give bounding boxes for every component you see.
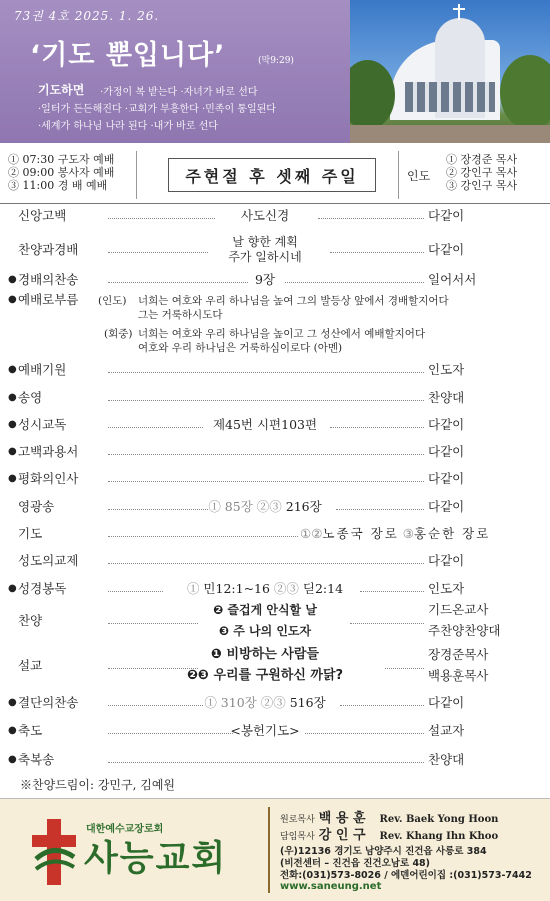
order-row-praise [0,233,550,267]
order-item: 성경봉독 [18,581,67,596]
order-row-response-hymn: ● 결단의찬송 ① 310장 ②③ 516장 다같이 [0,692,550,714]
order-leader: 다같이 [428,471,465,486]
order-leader: 찬양대 [428,390,465,405]
sermon-title: ❷❸ 우리를 구원하신 까닭? [186,668,344,683]
church-name: 사능교회 [84,839,228,879]
church-footer [0,798,550,901]
order-item: 성시교독 [18,417,67,432]
order-leader: 일어서서 [428,272,477,287]
website-link[interactable]: www.saneung.net [280,881,382,892]
slogan: ‘기도 뿐입니다’ [30,40,226,71]
order-item: 기도 [18,526,43,541]
leader-label: 인도 [407,169,431,183]
order-content: <봉헌기도> [230,723,300,738]
order-row-invocation: ● 예배기원 인도자 [0,359,550,381]
prayer-leaders: ①②노종국 장로 ③홍순한 장로 [300,526,491,541]
leader-name: ① 장경준 목사 [446,153,518,166]
order-row-prayer [0,523,550,545]
order-item: 경배의찬송 [18,272,79,287]
sermon-preacher: 장경준목사 [428,647,489,662]
order-content: ① 민12:1~16 ②③ 딛2:14 [186,581,344,596]
order-leader: 찬양대 [428,752,465,767]
prayer-title: 기도하면 [38,83,85,97]
church-logo-icon [30,817,80,887]
order-leader: 인도자 [428,581,465,596]
order-content: 9장 [254,272,276,287]
order-row-anthem [0,599,550,643]
order-content-line: 주가 일하시네 [228,250,302,264]
service-times [8,153,114,192]
order-leader: 다같이 [428,695,465,710]
address: (우)12136 경기도 남양주시 진건읍 사릉로 384 [280,846,487,857]
order-item: 찬양과경배 [18,242,79,257]
order-leader: 다같이 [428,553,465,568]
order-row-confession: ● 고백과용서 다같이 [0,441,550,463]
address-vision-center: (비전센터 – 진건읍 진건오남로 48) [280,858,431,869]
order-row-responsive-reading: ● 성시교독 제45번 시편103편 다같이 [0,414,550,436]
sunday-title: 주현절 후 셋째 주일 [168,158,376,192]
call-text: 그는 거룩하시도다 [138,309,223,321]
order-item: 예배기원 [18,362,67,377]
call-tag: (회중) [104,328,133,340]
prayer-line: ·가정이 복 받는다 ·자녀가 바로 선다 [100,87,258,98]
order-item: 예배로부름 [18,292,79,307]
order-item: 축도 [18,723,43,738]
order-item: 영광송 [18,499,55,514]
lead-pastor: 담임목사 강 인 구 Rev. Khang Ihn Khoo [280,828,499,843]
bulletin-header [0,0,550,143]
order-leader: 다같이 [428,417,465,432]
order-item: 설교 [18,658,43,673]
order-item: 결단의찬송 [18,695,79,710]
denomination: 대한예수교장로회 [86,824,164,835]
order-content: 제45번 시편103편 [212,417,318,432]
slogan-reference: (막9:29) [258,56,294,66]
phone-numbers: 전화:(031)573-8026 / 에덴어린이집 :(031)573-7442 [280,870,532,881]
order-row-call-to-worship: ● 예배로부름 (인도) 너희는 여호와 우리 하나님을 높여 그의 발등상 앞에서 경배할지어다 그는 거룩하시도다 (회중) 너희는 여호와 우리 하나님을 높이고 그 성산에서 예배할지어다 여호와 우리 하나님은 거룩하심이로다 (아멘) [8,292,449,354]
order-row-peace: ● 평화의인사 다같이 [0,468,550,490]
service-info [0,147,550,204]
order-content: ① 85장 ②③ 216장 [208,499,322,514]
call-text: 너희는 여호와 우리 하나님을 높여 그의 발등상 앞에서 경배할지어다 [138,295,449,307]
service-time: ① 07:30 구도자 예배 [8,153,115,166]
order-content-line: 날 향한 계획 [232,235,298,249]
order-leader: 다같이 [428,208,465,223]
leader-name: ② 강인구 목사 [446,166,518,179]
order-leader: 설교자 [428,723,465,738]
order-row-doxology: ● 송영 찬양대 [0,387,550,409]
order-item: 송영 [18,390,43,405]
sermon-title: ❶ 비방하는 사람들 [211,647,319,662]
order-content: 사도신경 [240,208,290,223]
issue-info: 73권 4호 2025. 1. 26. [14,9,160,23]
order-item: 신앙고백 [18,208,67,223]
order-row-hymn: ● 경배의찬송 9장 일어서서 [0,269,550,291]
leader-list [446,153,517,192]
church-building-photo [350,0,550,143]
leader-name: ③ 강인구 목사 [446,179,518,192]
order-row-blessing-song: ● 축복송 찬양대 [0,749,550,771]
order-leader: 다같이 [428,444,465,459]
call-text: 너희는 여호와 우리 하나님을 높이고 그 성산에서 예배할지어다 [138,328,426,340]
service-time: ② 09:00 봉사자 예배 [8,166,115,179]
order-leader: 다같이 [428,242,465,257]
order-item: 성도의교제 [18,553,79,568]
order-row-gloria [0,496,550,518]
sermon-preacher: 백용훈목사 [428,668,489,683]
prayer-line: ·세계가 하나님 나라 된다 ·내가 바로 선다 [38,121,218,132]
order-item: 찬양 [18,613,43,628]
order-row-benediction: ● 축도 <봉헌기도> 설교자 [0,720,550,742]
order-item: 평화의인사 [18,471,79,486]
order-leader: 인도자 [428,362,465,377]
anthem-performer: 주찬양찬양대 [428,623,501,638]
service-time: ③ 11:00 경 배 예배 [8,179,108,192]
praise-note: ※찬양드림이: 강민구, 김예원 [20,778,175,792]
call-tag: (인도) [98,295,127,307]
anthem-line: ❷ 즐겁게 안식할 날 [213,603,317,617]
call-text: 여호와 우리 하나님은 거룩하심이로다 (아멘) [138,342,343,354]
order-content: ① 310장 ②③ 516장 [204,695,326,710]
order-row-scripture: ● 성경봉독 ① 민12:1~16 ②③ 딛2:14 인도자 [0,578,550,600]
anthem-performer: 기드온교사 [428,602,489,617]
slogan-panel [0,0,350,143]
order-row-creed [0,205,550,227]
order-leader: 다같이 [428,499,465,514]
order-item: 고백과용서 [18,444,79,459]
order-row-fellowship [0,550,550,572]
senior-pastor: 원로목사 백 용 훈 Rev. Baek Yong Hoon [280,811,499,826]
order-row-sermon [0,643,550,689]
anthem-line: ❸ 주 나의 인도자 [218,624,312,638]
prayer-line: ·일터가 든든해진다 ·교회가 부흥한다 ·민족이 통일된다 [38,104,276,115]
order-item: 축복송 [18,752,55,767]
